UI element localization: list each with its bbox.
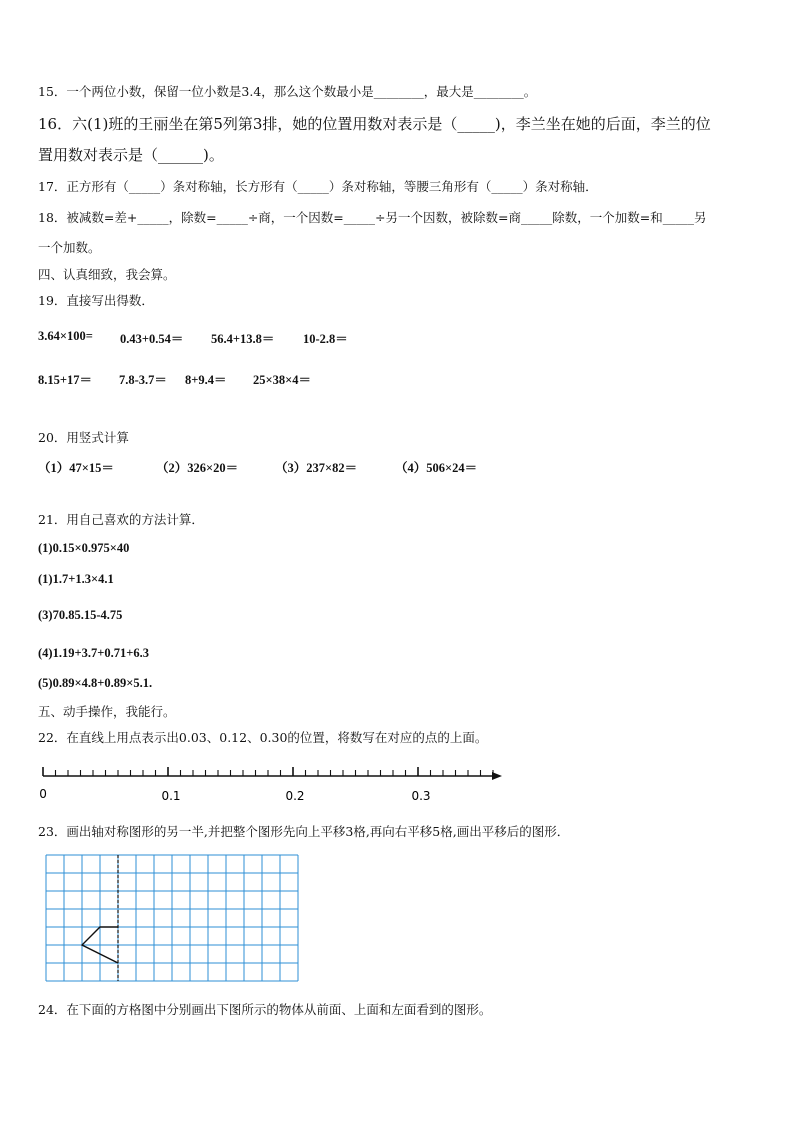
q23: 23．画出轴对称图形的另一半,并把整个图形先向上平移3格,再向右平移5格,画出平移后的图形．	[38, 824, 570, 839]
q19-item: 10-2.8＝	[303, 332, 348, 346]
q21-item: (1)1.7+1.3×4.1	[38, 572, 114, 586]
section-5-heading: 五、动手操作，我能行。	[38, 704, 176, 719]
grid-lines	[46, 855, 298, 981]
drawing-grid	[46, 855, 300, 983]
section-4-heading: 四、认真细致，我会算。	[38, 267, 176, 282]
q19-item: 8.15+17＝	[38, 373, 92, 387]
q21-item: (4)1.19+3.7+0.71+6.3	[38, 646, 149, 660]
number-line	[40, 760, 510, 810]
q16-line2: 置用数对表示是（______)。	[38, 146, 224, 164]
q20-item: （3）237×82＝	[275, 461, 358, 475]
q21-item: (1)0.15×0.975×40	[38, 541, 130, 555]
tick-label: 0.2	[285, 789, 305, 803]
q19-item: 56.4+13.8＝	[211, 332, 275, 346]
q19-item: 0.43+0.54＝	[120, 332, 184, 346]
q24: 24．在下面的方格图中分别画出下图所示的物体从前面、上面和左面看到的图形。	[38, 1002, 492, 1017]
number-line-ticks	[43, 767, 493, 776]
q16-line1: 16．六(1)班的王丽坐在第5列第3排，她的位置用数对表示是（_____)，李兰坐在她的后面，李兰的位	[38, 115, 711, 133]
q21-item: (3)70.85.15-4.75	[38, 608, 123, 622]
number-line-arrow	[492, 772, 502, 780]
q17: 17．正方形有（_____）条对称轴，长方形有（_____）条对称轴，等腰三角形有（_____）条对称轴．	[38, 179, 598, 194]
q19-item: 3.64×100=	[38, 329, 93, 343]
q22: 22．在直线上用点表示出0.03、0.12、0.30的位置，将数写在对应的点的上面。	[38, 730, 488, 745]
q20: 20．用竖式计算	[38, 430, 129, 445]
q20-item: （4）506×24＝	[395, 461, 478, 475]
tick-label: 0.1	[161, 789, 181, 803]
q19-item: 7.8-3.7＝	[119, 373, 167, 387]
q19-item: 8+9.4＝	[185, 373, 227, 387]
q15: 15．一个两位小数，保留一位小数是3.4，那么这个数最小是________，最大是________。	[38, 84, 537, 99]
q21: 21．用自己喜欢的方法计算．	[38, 512, 204, 527]
tick-label: 0	[39, 787, 47, 801]
q19: 19．直接写出得数．	[38, 293, 154, 308]
tick-label: 0.3	[411, 789, 431, 803]
q21-item: (5)0.89×4.8+0.89×5.1.	[38, 676, 153, 690]
q18-line2: 一个加数。	[38, 240, 101, 255]
q18-line1: 18．被减数=差+_____，除数=_____÷商，一个因数=_____÷另一个因数，被除数=商_____除数，一个加数=和_____另	[38, 210, 707, 225]
q19-item: 25×38×4＝	[253, 373, 311, 387]
q20-item: （1）47×15＝	[38, 461, 114, 475]
q20-item: （2）326×20＝	[156, 461, 239, 475]
